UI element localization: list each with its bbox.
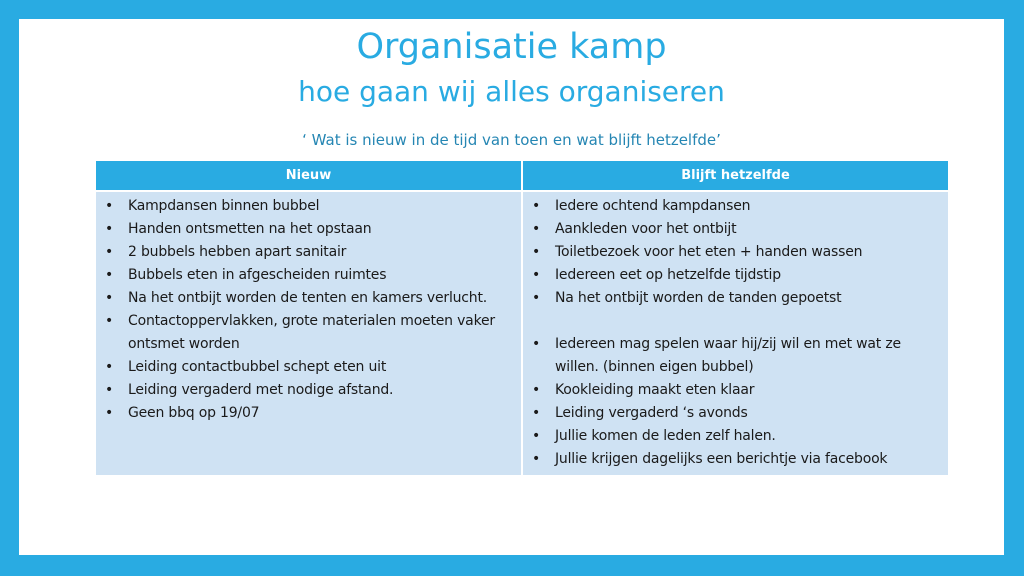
list-item: • Iedere ochtend kampdansen — [523, 195, 948, 218]
list-item: • Handen ontsmetten na het opstaan — [96, 218, 521, 241]
slide-tagline: ‘ Wat is nieuw in de tijd van toen en wat blijft hetzelfde’ — [302, 131, 721, 149]
slide — [19, 19, 1004, 555]
list-item: • Leiding vergaderd ‘s avonds — [523, 402, 948, 425]
list-item: • Leiding contactbubbel schept eten uit — [96, 356, 521, 379]
same-column-cell — [523, 192, 948, 475]
list-item: • Kookleiding maakt eten klaar — [523, 379, 948, 402]
list-item: • Na het ontbijt worden de tenten en kamers verlucht. — [96, 287, 521, 310]
slide-subtitle: hoe gaan wij alles organiseren — [298, 75, 725, 108]
list-item: • Kampdansen binnen bubbel — [96, 195, 521, 218]
list-item: • Jullie komen de leden zelf halen. — [523, 425, 948, 448]
comparison-table — [96, 161, 948, 475]
header-same: Blijft hetzelfde — [523, 161, 948, 190]
list-item: • Iedereen eet op hetzelfde tijdstip — [523, 264, 948, 287]
list-item: • Contactoppervlakken, grote materialen moeten vaker ontsmet worden — [96, 310, 521, 356]
list-item: • Iedereen mag spelen waar hij/zij wil en met wat ze willen. (binnen eigen bubbel) — [523, 333, 948, 379]
list-item: • Na het ontbijt worden de tanden gepoetst — [523, 287, 948, 310]
header-new: Nieuw — [96, 161, 521, 190]
list-item: • Toiletbezoek voor het eten + handen wassen — [523, 241, 948, 264]
slide-title: Organisatie kamp — [356, 27, 667, 67]
list-item: • Leiding vergaderd met nodige afstand. — [96, 379, 521, 402]
list-item: • Geen bbq op 19/07 — [96, 402, 521, 425]
list-item: • Bubbels eten in afgescheiden ruimtes — [96, 264, 521, 287]
list-item: • Aankleden voor het ontbijt — [523, 218, 948, 241]
same-items-list — [523, 192, 948, 471]
list-item: • 2 bubbels hebben apart sanitair — [96, 241, 521, 264]
new-items-list — [96, 192, 521, 425]
list-item: • Jullie krijgen dagelijks een berichtje via facebook — [523, 448, 948, 471]
new-column-cell — [96, 192, 521, 475]
